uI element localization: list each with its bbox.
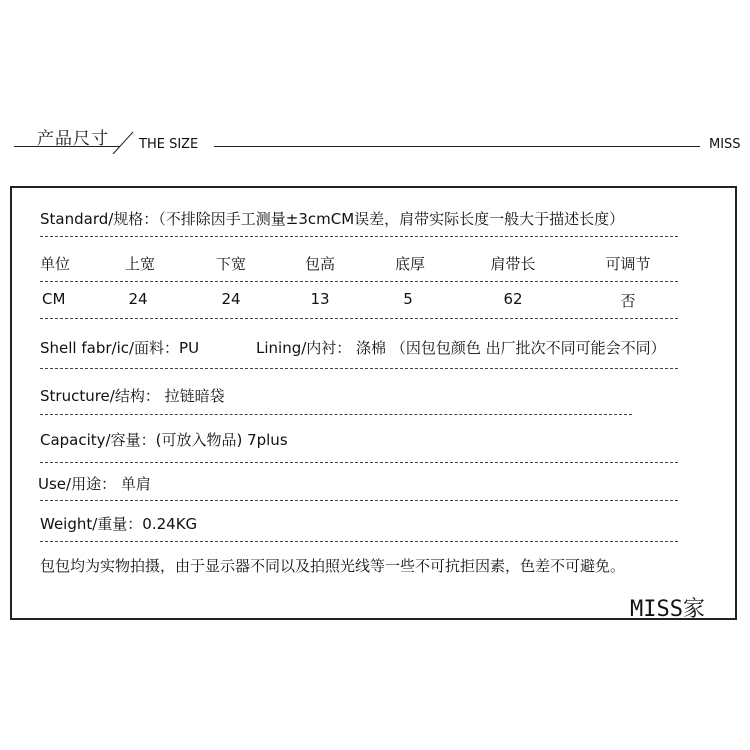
header-brand: MISS xyxy=(709,137,741,152)
value-cell-adjustable: 否 xyxy=(620,292,636,310)
header-cell-bottom-thickness: 底厚 xyxy=(394,255,425,273)
divider xyxy=(40,541,678,542)
divider xyxy=(40,236,678,237)
divider xyxy=(40,318,678,319)
divider xyxy=(40,462,678,463)
standard-text: Standard/规格：（不排除因手工测量±3cmCM误差，肩带实际长度一般大于描述长度） xyxy=(40,210,625,228)
header-cell-strap-length: 肩带长 xyxy=(490,255,536,273)
header-line-right xyxy=(214,146,700,147)
header-cell-unit: 单位 xyxy=(40,255,71,273)
color-disclaimer: 包包均为实物拍摄，由于显示器不同以及拍照光线等一些不可抗拒因素，色差不可避免。 xyxy=(40,557,626,575)
value-cell-strap-length: 62 xyxy=(503,290,523,308)
header-title-en: THE SIZE xyxy=(139,137,199,152)
divider xyxy=(40,368,678,369)
header-cell-top-width: 上宽 xyxy=(124,255,155,273)
structure: Structure/结构： 拉链暗袋 xyxy=(40,387,225,405)
value-cell-top-width: 24 xyxy=(128,290,148,308)
value-cell-bottom-thickness: 5 xyxy=(403,290,413,308)
header-slash-icon xyxy=(111,130,135,154)
header-cell-height: 包高 xyxy=(304,255,335,273)
value-cell-height: 13 xyxy=(310,290,330,308)
lining: Lining/内衬： 涤棉 （因包包颜色 出厂批次不同可能会不同） xyxy=(256,339,666,357)
value-cell-bottom-width: 24 xyxy=(221,290,241,308)
weight: Weight/重量：0.24KG xyxy=(40,515,198,533)
capacity: Capacity/容量：(可放入物品) 7plus xyxy=(40,431,288,449)
brand-signature: MISS家 xyxy=(630,597,705,622)
use: Use/用途： 单肩 xyxy=(38,475,151,493)
header-title-cn: 产品尺寸 xyxy=(37,129,109,149)
value-cell-unit: CM xyxy=(42,290,66,308)
divider xyxy=(40,500,678,501)
divider xyxy=(40,414,632,415)
shell-fabric: Shell fabr/ic/面料：PU xyxy=(40,339,200,357)
divider xyxy=(40,281,678,282)
header-cell-adjustable: 可调节 xyxy=(605,255,651,273)
header-cell-bottom-width: 下宽 xyxy=(215,255,246,273)
